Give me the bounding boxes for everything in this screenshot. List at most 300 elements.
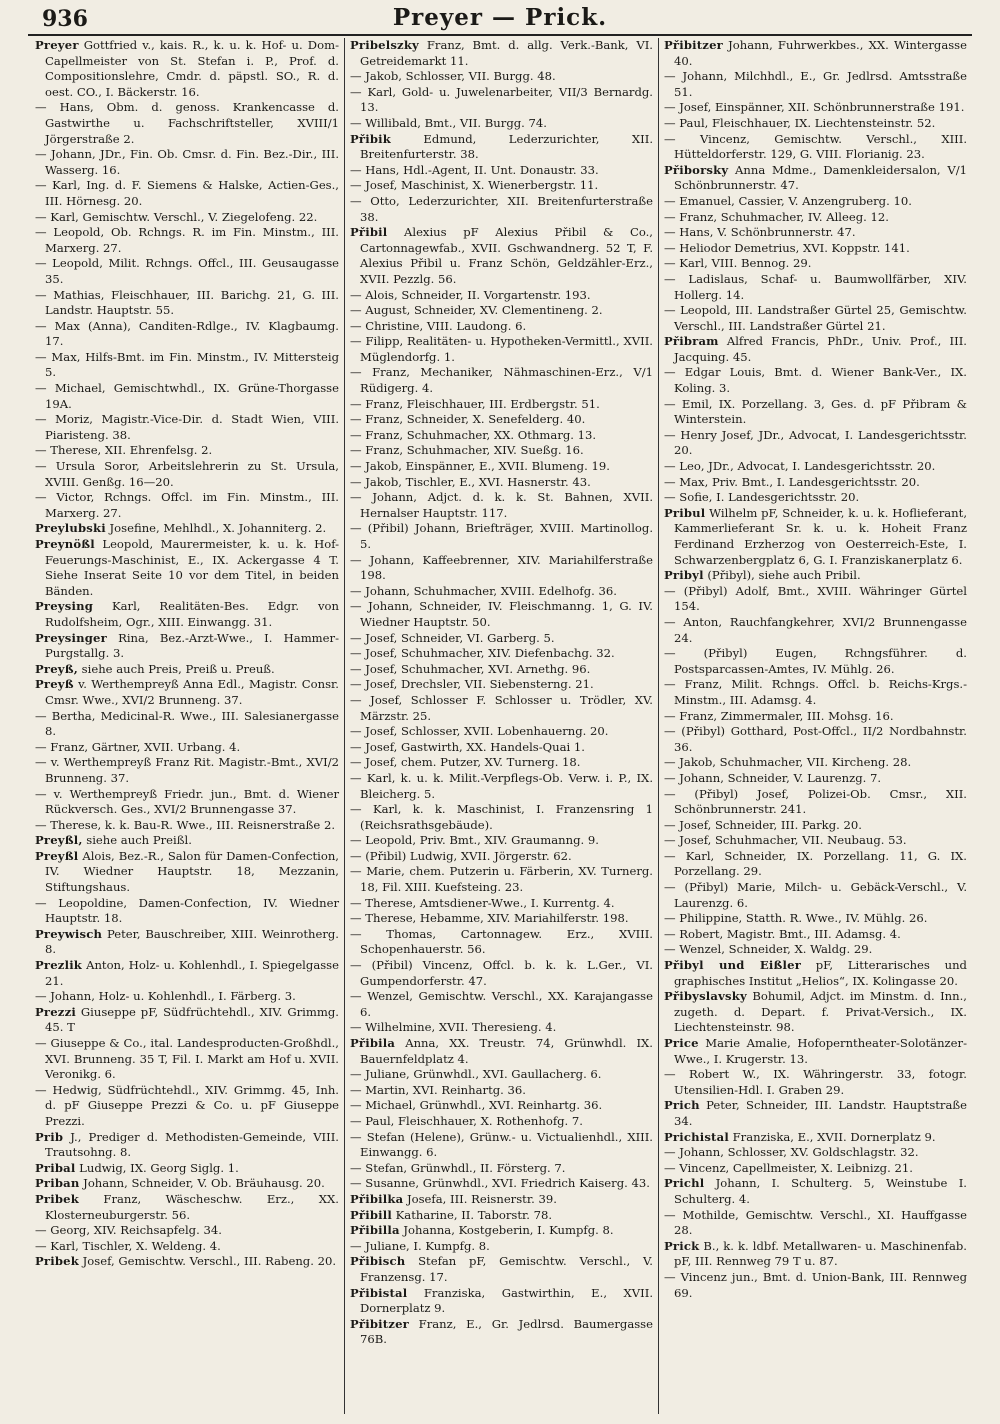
entry-text: — Mathias, Fleischhauer, III. Barichg. 21, G. III. Landstr. Hauptstr. 55. (35, 287, 339, 318)
entry-text: Johann, Fuhrwerkbes., XX. Wintergasse 40. (674, 38, 967, 68)
directory-entry (664, 132, 967, 163)
directory-entry (35, 755, 339, 786)
entry-text: — Franz, Schuhmacher, IV. Alleeg. 12. (664, 209, 889, 224)
entry-surname: Prich (664, 1098, 700, 1113)
entry-text: Marie Amalie, Hofoperntheater-Solotänzer-Wwe., I. Krugerstr. 13. (674, 1036, 967, 1066)
directory-entry (35, 100, 339, 147)
directory-entry (664, 787, 967, 818)
directory-entry (664, 771, 967, 787)
entry-text: — Alois, Schneider, II. Vorgartenstr. 193. (350, 287, 591, 302)
directory-entry (35, 412, 339, 443)
directory-entry (664, 1239, 967, 1270)
entry-text: Alexius pF Alexius Přibil & Co., Cartonnagewfab., XVII. Gschwandnerg. 52 T, F. Alexius Přibil u. Franz Schön, Geldzähler-Erz., XVII. Pezzlg. 56. (360, 225, 653, 286)
entry-text: — Therese, k. k. Bau-R. Wwe., III. Reisnerstraße 2. (35, 817, 336, 832)
directory-entry (664, 163, 967, 194)
directory-entry (350, 896, 653, 912)
entry-surname: Preysing (35, 599, 94, 614)
entry-surname: Price (664, 1036, 699, 1050)
directory-entry (350, 740, 653, 756)
entry-text: — v. Werthempreyß Friedr. jun., Bmt. d. Wiener Rückversch. Ges., XVI/2 Brunnengasse 37. (35, 786, 339, 817)
directory-entry (35, 1005, 339, 1036)
directory-entry (350, 755, 653, 771)
directory-entry (664, 241, 967, 257)
entry-text: Josefa, III. Reisnerstr. 39. (403, 1191, 557, 1206)
entry-surname: Preyßl, (35, 833, 83, 848)
entry-text: — Hans, V. Schönbrunnerstr. 47. (664, 225, 856, 240)
directory-entry (664, 1130, 967, 1146)
entry-text: — Franz, Gärtner, XVII. Urbang. 4. (35, 739, 241, 754)
entry-text: — Johann, Schneider, IV. Fleischmanng. 1, G. IV. Wiedner Hauptstr. 50. (350, 599, 653, 629)
directory-entry (664, 677, 967, 708)
directory-entry (664, 100, 967, 116)
directory-entry (664, 69, 967, 100)
entry-text: — Karl, Schneider, IX. Porzellang. 11, G. IX. Porzellang. 29. (664, 848, 967, 879)
entry-text: — Franz, Fleischhauer, III. Erdbergstr. 51. (350, 396, 600, 411)
entry-text: — Filipp, Realitäten- u. Hypotheken-Vermittl., XVII. Müglendorfg. 1. (350, 334, 653, 364)
directory-entry (664, 194, 967, 210)
directory-entry (664, 334, 967, 365)
entry-surname: Preyer (35, 38, 79, 52)
entry-surname: Prichistal (664, 1129, 729, 1144)
entry-text: — Sofie, I. Landesgerichtsstr. 20. (664, 490, 860, 505)
directory-entry (664, 755, 967, 771)
directory-entry (350, 1020, 653, 1036)
entry-surname: Pribek (35, 1254, 79, 1269)
entry-surname: Přibistal (350, 1285, 408, 1300)
columns (30, 38, 974, 1414)
entry-text: — Karl, Ing. d. F. Siemens & Halske, Actien-Ges., III. Hörnesg. 20. (35, 178, 339, 208)
directory-entry (664, 272, 967, 303)
entry-text: — Karl, k. u. k. Milit.-Verpflegs-Ob. Verw. i. P., IX. Bleicherg. 5. (350, 770, 653, 801)
directory-entry (350, 1317, 653, 1348)
entry-text: — Johann, Kaffeebrenner, XIV. Mariahilferstraße 198. (350, 552, 653, 583)
entry-surname: Přibill (350, 1207, 392, 1222)
entry-text: — Josef, Schneider, VI. Garberg. 5. (350, 630, 555, 645)
directory-entry (35, 1254, 339, 1270)
entry-surname: Přibisch (350, 1254, 406, 1269)
directory-entry (350, 864, 653, 895)
entry-text: — (Přibyl) Josef, Polizei-Ob. Cmsr., XII. Schönbrunnerstr. 241. (664, 786, 967, 817)
entry-text: Anna Mdme., Damenkleidersalon, V/1 Schönbrunnerstr. 47. (674, 162, 967, 193)
directory-entry (664, 942, 967, 958)
directory-entry (350, 1239, 653, 1255)
entry-text: — August, Schneider, XV. Clementineng. 2. (350, 303, 603, 318)
directory-entry (35, 709, 339, 740)
entry-text: — Franz, Milit. Rchngs. Offcl. b. Reichs-Krgs.-Minstm., III. Adamsg. 4. (664, 677, 967, 707)
entry-text: — Max, Priv. Bmt., I. Landesgerichtsstr. 20. (664, 474, 920, 489)
directory-entry (350, 1286, 653, 1317)
directory-entry (664, 210, 967, 226)
entry-text: — Karl, Gold- u. Juwelenarbeiter, VII/3 Bernardg. 13. (350, 84, 653, 115)
entry-text: — Leopoldine, Damen-Confection, IV. Wiedner Hauptstr. 18. (35, 895, 339, 926)
entry-text: siehe auch Preißl. (82, 833, 192, 848)
entry-text: — Juliane, Grünwhdl., XVI. Gaullacherg. 6. (350, 1067, 602, 1082)
entry-text: — Juliane, I. Kumpfg. 8. (350, 1238, 490, 1253)
entry-text: Franziska, E., XVII. Dornerplatz 9. (728, 1129, 936, 1144)
entry-text: — (Přibyl) Adolf, Bmt., XVIII. Währinger Gürtel 154. (664, 583, 967, 614)
directory-entry (664, 1036, 967, 1067)
entry-text: — Susanne, Grünwhdl., XVI. Friedrich Kaiserg. 43. (350, 1176, 650, 1191)
entry-text: — Wenzel, Schneider, X. Waldg. 29. (664, 942, 873, 957)
entry-text: — Paul, Fleischhauer, X. Rothenhofg. 7. (350, 1113, 583, 1128)
entry-text: — Karl, Tischler, X. Weldeng. 4. (35, 1238, 221, 1253)
entry-text: Karl, Realitäten-Bes. Edgr. von Rudolfsheim, Ogr., XIII. Einwangg. 31. (45, 599, 339, 629)
entry-text: — Josef, Schuhmacher, XVI. Arnethg. 96. (350, 661, 591, 676)
entry-text: — Heliodor Demetrius, XVI. Koppstr. 141. (664, 240, 910, 255)
entry-surname: Přibitzer (664, 38, 723, 52)
entry-surname: Prezlik (35, 958, 83, 973)
directory-entry (350, 412, 653, 428)
entry-text: v. Werthempreyß Anna Edl., Magistr. Consr. Cmsr. Wwe., XVI/2 Brunneng. 37. (45, 677, 339, 707)
entry-surname: Preynößl (35, 537, 95, 551)
directory-entry (664, 927, 967, 943)
entry-text: — Wilhelmine, XVII. Theresieng. 4. (350, 1020, 557, 1035)
entry-text: — Johann, JDr., Fin. Ob. Cmsr. d. Fin. Bez.-Dir., III. Wasserg. 16. (35, 147, 339, 177)
directory-entry (35, 521, 339, 537)
directory-entry (350, 521, 653, 552)
directory-entry (35, 147, 339, 178)
directory-entry (350, 397, 653, 413)
directory-entry (35, 288, 339, 319)
entry-surname: Přibram (664, 334, 719, 349)
entry-text: Franz, Bmt. d. allg. Verk.-Bank, VI. Getreidemarkt 11. (360, 38, 653, 68)
directory-entry (350, 163, 653, 179)
directory-entry (350, 1036, 653, 1067)
entry-text: — Hans, Hdl.-Agent, II. Unt. Donaustr. 33. (350, 162, 599, 177)
entry-surname: Preywisch (35, 926, 103, 941)
directory-entry (664, 849, 967, 880)
directory-entry (35, 178, 339, 209)
directory-entry (350, 69, 653, 85)
directory-entry (664, 958, 967, 989)
directory-entry (350, 85, 653, 116)
directory-entry (350, 132, 653, 163)
directory-entry (350, 599, 653, 630)
entry-text: — Michael, Gemischtwhdl., IX. Grüne-Thorgasse 19A. (35, 381, 339, 411)
entry-text: — Jakob, Einspänner, E., XVII. Blumeng. 19. (350, 459, 610, 474)
directory-entry (35, 443, 339, 459)
entry-text: — (Přibil) Vincenz, Offcl. b. k. k. L.Ger., VI. Gumpendorferstr. 47. (350, 958, 653, 988)
directory-entry (350, 677, 653, 693)
directory-entry (350, 1067, 653, 1083)
page-number: 936 (42, 6, 88, 32)
entry-text: Alois, Bez.-R., Salon für Damen-Confection, IV. Wiedner Hauptstr. 18, Mezzanin, Stiftungshaus. (45, 848, 339, 895)
entry-text: Anna, XX. Treustr. 74, Grünwhdl. IX. Bauernfeldplatz 4. (360, 1036, 653, 1066)
entry-text: — Wenzel, Gemischtw. Verschl., XX. Karajangasse 6. (350, 989, 653, 1019)
entry-text: Peter, Schneider, III. Landstr. Hauptstraße 34. (674, 1098, 967, 1128)
entry-text: — Robert, Magistr. Bmt., III. Adamsg. 4. (664, 926, 901, 941)
directory-entry (664, 1067, 967, 1098)
column-3 (658, 38, 972, 1414)
entry-surname: Přibik (350, 131, 391, 146)
entry-text: — Therese, Hebamme, XIV. Mariahilferstr. 198. (350, 911, 629, 926)
directory-entry (350, 225, 653, 287)
entry-text: (Přibyl), siehe auch Pribil. (703, 568, 861, 583)
entry-text: B., k. k. ldbf. Metallwaren- u. Maschinenfab. pF, III. Rennweg 79 T u. 87. (674, 1238, 967, 1269)
directory-entry (35, 833, 339, 849)
directory-entry (664, 256, 967, 272)
page-header (28, 4, 972, 36)
directory-entry (350, 693, 653, 724)
directory-entry (350, 475, 653, 491)
entry-text: — Vincenz, Gemischtw. Verschl., XIII. Hütteldorferstr. 129, G. VIII. Florianig. 23. (664, 131, 967, 162)
directory-entry (350, 662, 653, 678)
entry-text: — Therese, XII. Ehrenfelsg. 2. (35, 443, 213, 458)
directory-entry (664, 646, 967, 677)
entry-text: — Franz, Schuhmacher, XX. Othmarg. 13. (350, 427, 597, 442)
entry-text: — Hedwig, Südfrüchtehdl., XIV. Grimmg. 45, Inh. d. pF Giuseppe Prezzi & Co. u. pF Giuseppe Prezzi. (35, 1082, 339, 1128)
entry-text: — Victor, Rchngs. Offcl. im Fin. Minstm., III. Marxerg. 27. (35, 490, 339, 520)
directory-entry (664, 116, 967, 132)
directory-entry (35, 1239, 339, 1255)
directory-entry (664, 506, 967, 568)
entry-text: Johann, Schneider, V. Ob. Bräuhausg. 20. (79, 1176, 325, 1191)
directory-entry (35, 1223, 339, 1239)
directory-entry (35, 740, 339, 756)
entry-text: — Ursula Soror, Arbeitslehrerin zu St. Ursula, XVIII. Genßg. 16—20. (35, 459, 339, 489)
directory-entry (35, 818, 339, 834)
directory-entry (664, 459, 967, 475)
entry-text: — Franz, Schuhmacher, XIV. Sueßg. 16. (350, 443, 584, 458)
entry-text: — Emanuel, Cassier, V. Anzengruberg. 10. (664, 193, 912, 208)
entry-text: — Max, Hilfs-Bmt. im Fin. Minstm., IV. Mittersteig 5. (35, 349, 339, 380)
entry-text: Franz, E., Gr. Jedlrsd. Baumergasse 76B. (360, 1316, 653, 1347)
directory-entry (350, 490, 653, 521)
directory-entry (35, 958, 339, 989)
entry-surname: Přibilla (350, 1223, 400, 1238)
directory-entry (35, 1130, 339, 1161)
entry-text: — Vincenz, Capellmeister, X. Leibnizg. 21. (664, 1160, 913, 1175)
directory-entry (664, 490, 967, 506)
entry-text: — Stefan, Grünwhdl., II. Försterg. 7. (350, 1160, 566, 1175)
entry-text: Josef, Gemischtw. Verschl., III. Rabeng. 20. (78, 1254, 337, 1269)
entry-text: Anton, Holz- u. Kohlenhdl., I. Spiegelgasse 21. (45, 958, 339, 988)
directory-entry (35, 381, 339, 412)
entry-text: — Josef, Schneider, III. Parkg. 20. (664, 817, 862, 832)
entry-text: — Karl, VIII. Bennog. 29. (664, 256, 812, 271)
directory-entry (664, 428, 967, 459)
entry-surname: Priban (35, 1176, 80, 1191)
entry-text: — Otto, Lederzurichter, XII. Breitenfurterstraße 38. (350, 193, 653, 224)
entry-text: Leopold, Maurermeister, k. u. k. Hof-Feuerungs-Maschinist, E., IX. Ackergasse 4 T. Siehe Inserat Seite 10 vor dem Titel, in beiden Bänden. (45, 537, 339, 598)
entry-text: — Josef, Schuhmacher, XIV. Diefenbachg. 32. (350, 646, 615, 661)
directory-entry (350, 1114, 653, 1130)
entry-text: — Josef, chem. Putzer, XV. Turnerg. 18. (350, 755, 581, 770)
entry-surname: Pribul (664, 505, 706, 520)
directory-entry (350, 584, 653, 600)
directory-entry (350, 178, 653, 194)
directory-entry (664, 1145, 967, 1161)
entry-surname: Prichl (664, 1176, 705, 1191)
entry-surname: Prezzi (35, 1004, 76, 1019)
directory-entry (664, 397, 967, 428)
entry-text: — Josef, Drechsler, VII. Siebensterng. 21. (350, 677, 594, 692)
entry-text: Peter, Bauschreiber, XIII. Weinrotherg. 8. (45, 926, 339, 957)
entry-surname: Preylubski (35, 521, 106, 536)
entry-text: Wilhelm pF, Schneider, k. u. k. Hoflieferant, Kammerlieferant Sr. k. u. k. Hoheit Franz Ferdinand Erzherzog von Oesterreich-Este, I. Schwarzenbergplatz 6, G. I. Franziskanerplatz 6. (674, 505, 967, 567)
directory-entry (35, 1176, 339, 1192)
directory-entry (664, 724, 967, 755)
entry-surname: Přiborsky (664, 162, 729, 177)
directory-entry (664, 303, 967, 334)
directory-entry (350, 911, 653, 927)
entry-text: Katharine, II. Taborstr. 78. (391, 1207, 553, 1222)
directory-entry (664, 225, 967, 241)
directory-entry (350, 646, 653, 662)
entry-text: — (Přibyl) Eugen, Rchngsführer. d. Postsparcassen-Amtes, IV. Mühlg. 26. (664, 646, 967, 676)
directory-entry (350, 1083, 653, 1099)
entry-text: — Thomas, Cartonnagew. Erz., XVIII. Schopenhauerstr. 56. (350, 926, 653, 957)
page-title: Preyer — Prick. (392, 4, 608, 31)
entry-text: — Franz, Mechaniker, Nähmaschinen-Erz., V/1 Rüdigerg. 4. (350, 365, 653, 396)
directory-entry (35, 537, 339, 599)
entry-text: — (Přibyl) Gotthard, Post-Offcl., II/2 Nordbahnstr. 36. (664, 724, 967, 754)
entry-surname: Přibyl und Eißler (664, 958, 801, 973)
directory-entry (35, 896, 339, 927)
directory-entry (350, 724, 653, 740)
entry-text: J., Prediger d. Methodisten-Gemeinde, VIII. Trautsohng. 8. (45, 1129, 339, 1160)
directory-entry (664, 1176, 967, 1207)
entry-text: — Henry Josef, JDr., Advocat, I. Landesgerichtsstr. 20. (664, 427, 967, 458)
entry-text: pF, Litterarisches und graphisches Institut „Helios“, IX. Kolingasse 20. (674, 958, 967, 988)
directory-entry (35, 1083, 339, 1130)
directory-entry (664, 880, 967, 911)
directory-entry (350, 1130, 653, 1161)
directory-entry (35, 1192, 339, 1223)
entry-text: Johann, I. Schulterg. 5, Weinstube I. Schulterg. 4. (674, 1176, 967, 1206)
entry-text: — Jakob, Schuhmacher, VII. Kircheng. 28. (664, 755, 912, 770)
entry-text: — (Přibil) Ludwig, XVII. Jörgerstr. 62. (350, 848, 572, 863)
directory-entry (350, 194, 653, 225)
directory-entry (35, 350, 339, 381)
entry-text: — Emil, IX. Porzellang. 3, Ges. d. pF Přibram & Winterstein. (664, 396, 967, 427)
entry-text: — Leo, JDr., Advocat, I. Landesgerichtsstr. 20. (664, 459, 936, 474)
entry-text: — (Přibil) Johann, Briefträger, XVIII. Martinollog. 5. (350, 521, 653, 551)
entry-text: — Robert W., IX. Währingerstr. 33, fotogr. Utensilien-Hdl. I. Graben 29. (664, 1067, 967, 1097)
directory-entry (664, 989, 967, 1036)
entry-text: Stefan pF, Gemischtw. Verschl., V. Franzensg. 17. (360, 1254, 653, 1284)
directory-entry (350, 116, 653, 132)
entry-text: Edmund, Lederzurichter, XII. Breitenfurterstr. 38. (360, 131, 653, 162)
entry-surname: Přibitzer (350, 1316, 409, 1331)
entry-surname: Pribek (35, 1191, 79, 1206)
entry-text: — Bertha, Medicinal-R. Wwe., III. Salesianergasse 8. (35, 708, 339, 739)
entry-text: — Karl, Gemischtw. Verschl., V. Ziegelofeng. 22. (35, 209, 318, 224)
directory-entry (664, 818, 967, 834)
directory-entry (35, 927, 339, 958)
directory-entry (350, 849, 653, 865)
entry-surname: Preyß, (35, 661, 78, 676)
directory-entry (350, 989, 653, 1020)
entry-text: — Christine, VIII. Laudong. 6. (350, 318, 527, 333)
entry-text: — Ladislaus, Schaf- u. Baumwollfärber, XIV. Hollerg. 14. (664, 271, 967, 302)
directory-entry (350, 927, 653, 958)
entry-text: — Jakob, Schlosser, VII. Burgg. 48. (350, 69, 556, 84)
directory-entry (35, 787, 339, 818)
entry-text: — Leopold, III. Landstraßer Gürtel 25, Gemischtw. Verschl., III. Landstraßer Gürtel 21. (664, 303, 967, 333)
directory-entry (35, 225, 339, 256)
directory-entry (350, 303, 653, 319)
entry-text: — Josef, Maschinist, X. Wienerbergstr. 11. (350, 178, 599, 193)
directory-entry (35, 989, 339, 1005)
entry-text: — Georg, XIV. Reichsapfelg. 34. (35, 1223, 222, 1238)
directory-entry (35, 256, 339, 287)
entry-text: — Hans, Obm. d. genoss. Krankencasse d. Gastwirthe u. Fachschriftsteller, XVIII/1 Jörgerstraße 2. (35, 100, 339, 146)
directory-entry (350, 631, 653, 647)
directory-entry (35, 210, 339, 226)
directory-entry (664, 38, 967, 69)
entry-text: — Max (Anna), Canditen-Rdlge., IV. Klagbaumg. 17. (35, 318, 339, 349)
entry-text: Alfred Francis, PhDr., Univ. Prof., III. Jacquing. 45. (674, 334, 967, 364)
directory-entry (35, 677, 339, 708)
directory-entry (350, 459, 653, 475)
directory-entry (35, 662, 339, 678)
directory-entry (664, 615, 967, 646)
directory-entry (350, 443, 653, 459)
directory-entry (664, 365, 967, 396)
directory-entry (664, 1270, 967, 1301)
entry-text: Johanna, Kostgeberin, I. Kumpfg. 8. (399, 1223, 614, 1238)
directory-entry (35, 849, 339, 896)
directory-entry (350, 334, 653, 365)
entry-text: — Michael, Grünwhdl., XVI. Reinhartg. 36. (350, 1098, 603, 1113)
entry-text: — Giuseppe & Co., ital. Landesproducten-Großhdl., XVI. Brunneng. 35 T, Fil. I. Markt am Hof u. XVII. Veronikg. 6. (35, 1036, 339, 1082)
directory-entry (664, 709, 967, 725)
entry-surname: Preyß (35, 677, 74, 692)
entry-text: — Vincenz jun., Bmt. d. Union-Bank, III. Rennweg 69. (664, 1269, 967, 1300)
entry-text: — Johann, Schlosser, XV. Goldschlagstr. 32. (664, 1145, 919, 1160)
directory-entry (350, 319, 653, 335)
directory-entry (664, 833, 967, 849)
entry-text: — Josef, Schlosser, XVII. Lobenhauerng. 20. (350, 724, 609, 739)
entry-text: — Josef, Schuhmacher, VII. Neubaug. 53. (664, 833, 907, 848)
directory-entry (350, 428, 653, 444)
entry-surname: Prick (664, 1238, 700, 1253)
entry-text: Franziska, Gastwirthin, E., XVII. Dornerplatz 9. (360, 1285, 653, 1316)
directory-entry (664, 568, 967, 584)
entry-text: — Martin, XVI. Reinhartg. 36. (350, 1082, 526, 1097)
directory-entry (664, 1098, 967, 1129)
directory-entry (35, 1036, 339, 1083)
entry-text: — Johann, Holz- u. Kohlenhdl., I. Färberg. 3. (35, 989, 296, 1004)
entry-text: — Therese, Amtsdiener-Wwe., I. Kurrentg. 4. (350, 895, 615, 910)
directory-entry (35, 1161, 339, 1177)
directory-entry (350, 958, 653, 989)
entry-text: — Edgar Louis, Bmt. d. Wiener Bank-Ver., IX. Koling. 3. (664, 365, 967, 396)
entry-surname: Přibyslavsky (664, 989, 747, 1004)
directory-entry (350, 833, 653, 849)
entry-text: Franz, Wäscheschw. Erz., XX. Klosterneuburgerstr. 56. (45, 1191, 339, 1222)
entry-surname: Pribyl (664, 568, 704, 583)
entry-text: Bohumil, Adjct. im Minstm. d. Inn., zugeth. d. Depart. f. Privat-Versich., IX. Liechtensteinstr. 98. (674, 989, 967, 1035)
directory-entry (35, 631, 339, 662)
entry-text: — Johann, Milchhdl., E., Gr. Jedlrsd. Amtsstraße 51. (664, 69, 967, 99)
directory-entry (664, 1161, 967, 1177)
entry-text: — Marie, chem. Putzerin u. Färberin, XV. Turnerg. 18, Fil. XIII. Kuefsteing. 23. (350, 864, 653, 895)
entry-text: Rina, Bez.-Arzt-Wwe., I. Hammer-Purgstallg. 3. (45, 630, 339, 661)
entry-text: Giuseppe pF, Südfrüchtehdl., XIV. Grimmg. 45. T (45, 1004, 339, 1035)
directory-entry (35, 319, 339, 350)
directory-entry (350, 1098, 653, 1114)
directory-entry (350, 1208, 653, 1224)
entry-text: — Johann, Schuhmacher, XVIII. Edelhofg. 36. (350, 583, 617, 598)
directory-entry (350, 1254, 653, 1285)
entry-text: — Mothilde, Gemischtw. Verschl., XI. Hauffgasse 28. (664, 1207, 967, 1238)
directory-entry (350, 771, 653, 802)
directory-entry (664, 584, 967, 615)
directory-entry (350, 553, 653, 584)
directory-entry (350, 1176, 653, 1192)
